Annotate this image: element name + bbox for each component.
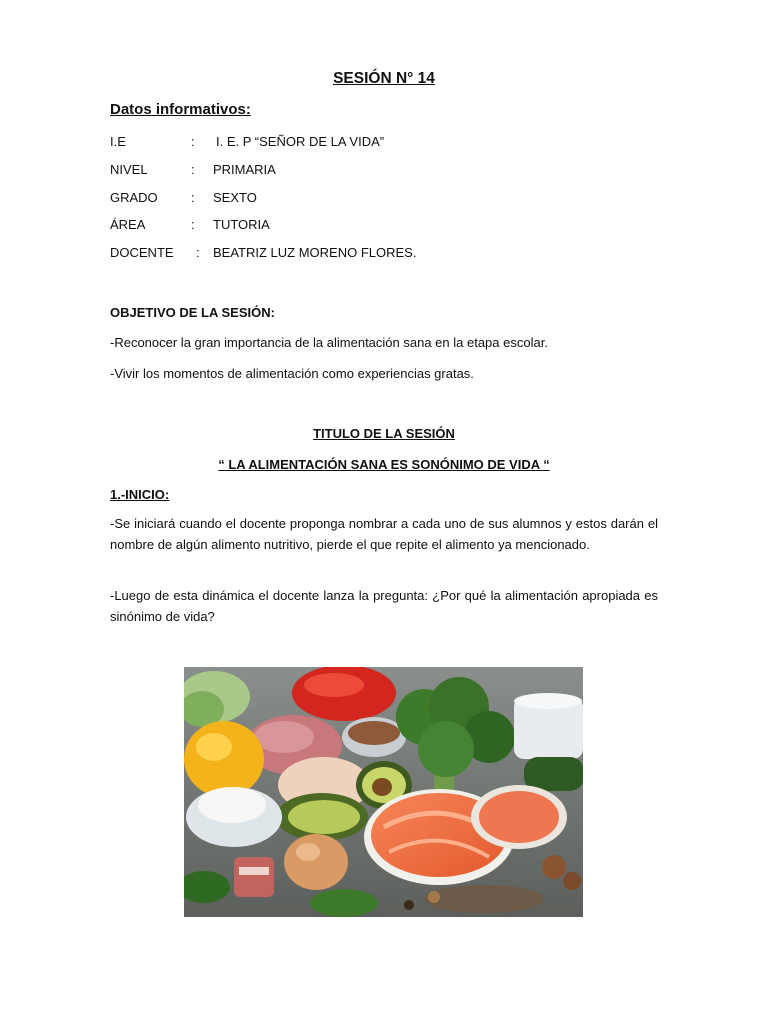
info-value: TUTORIA (213, 217, 270, 232)
info-label: NIVEL (110, 162, 148, 177)
objetivo-heading: OBJETIVO DE LA SESIÓN: (110, 305, 275, 320)
info-label: DOCENTE (110, 245, 174, 260)
inicio-paragraph: -Se iniciará cuando el docente proponga nombrar a cada uno de sus alumnos y estos darán el nombre de algún alimento nutritivo, pierde el que repite el alimento ya mencionado. (110, 516, 658, 552)
info-label: GRADO (110, 190, 158, 205)
info-label: ÁREA (110, 217, 146, 232)
info-value: BEATRIZ LUZ MORENO FLORES. (213, 245, 417, 260)
info-colon: : (196, 245, 200, 260)
objetivo-item: -Vivir los momentos de alimentación como experiencias gratas. (110, 366, 474, 381)
inicio-paragraph: -Luego de esta dinámica el docente lanza la pregunta: ¿Por qué la alimentación apropiada es sinónimo de vida? (110, 588, 658, 624)
info-value: PRIMARIA (213, 162, 276, 177)
info-value: I. E. P “SEÑOR DE LA VIDA” (216, 134, 385, 149)
session-title: SESIÓN N° 14 (333, 70, 435, 87)
healthy-food-photo (184, 667, 583, 917)
info-colon: : (191, 217, 195, 232)
session-name: “ LA ALIMENTACIÓN SANA ES SONÓNIMO DE VIDA “ (218, 457, 550, 472)
titulo-heading: TITULO DE LA SESIÓN (313, 426, 455, 441)
datos-informativos-heading: Datos informativos: (110, 101, 251, 118)
objetivo-item: -Reconocer la gran importancia de la alimentación sana en la etapa escolar. (110, 335, 548, 350)
info-colon: : (191, 134, 195, 149)
info-label: I.E (110, 134, 126, 149)
info-value: SEXTO (213, 190, 257, 205)
inicio-heading: 1.-INICIO: (110, 487, 170, 502)
info-colon: : (191, 162, 195, 177)
info-colon: : (191, 190, 195, 205)
